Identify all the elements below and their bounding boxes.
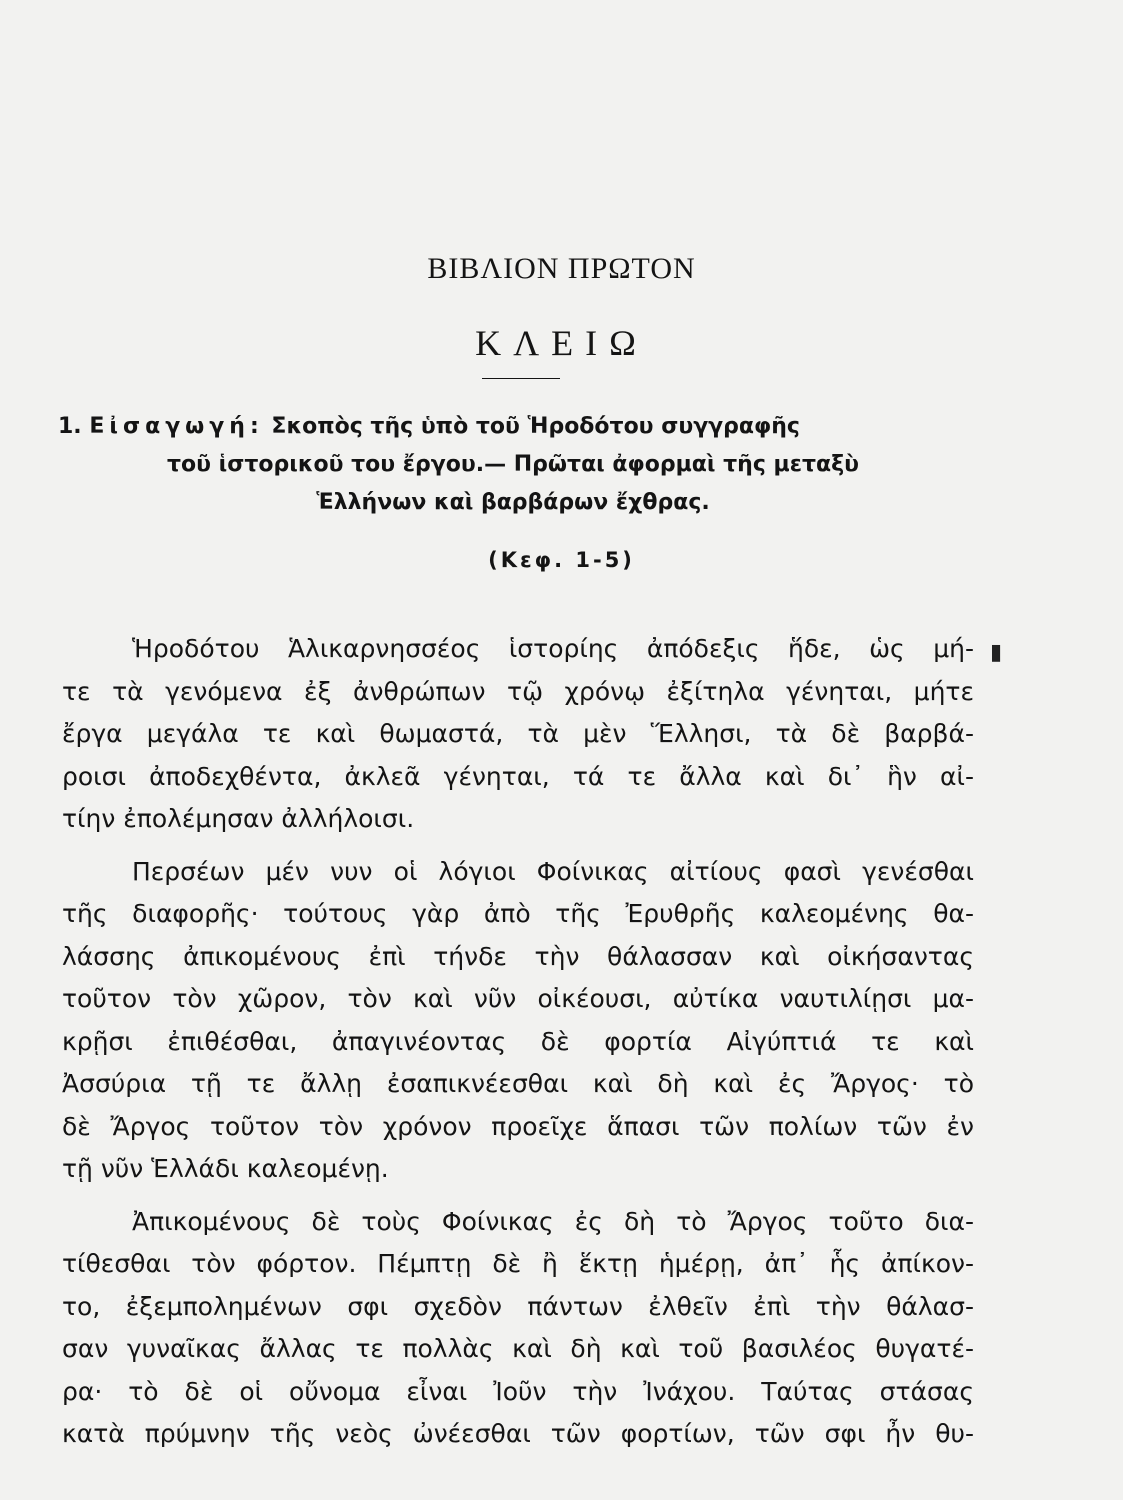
text-line: τῆς διαφορῆς· τούτους γὰρ ἀπὸ τῆς Ἐρυθρῆς καλεομένης θα- [62, 899, 974, 928]
text-line: τοῦτον τὸν χῶρον, τὸν καὶ νῦν οἰκέουσι, αὐτίκα ναυτιλίῃσι μα- [62, 984, 974, 1013]
text-line: κατὰ πρύμνην τῆς νεὸς ὠνέεσθαι τῶν φορτίων, τῶν σφι ἦν θυ- [62, 1419, 974, 1448]
text-line: Ἡροδότου Ἁλικαρνησσέος ἱστορίης ἀπόδεξις ἥδε, ὡς μή- [132, 634, 974, 663]
text-line: σαν γυναῖκας ἄλλας τε πολλὰς καὶ δὴ καὶ τοῦ βασιλέος θυγατέ- [62, 1334, 974, 1363]
text-line: Ἀσσύρια τῇ τε ἄλλῃ ἐσαπικνέεσθαι καὶ δὴ καὶ ἐς Ἄργος· τὸ [62, 1069, 974, 1098]
text-line: λάσσης ἀπικομένους ἐπὶ τήνδε τὴν θάλασσαν καὶ οἰκήσαντας [62, 941, 974, 971]
section-heading [58, 408, 968, 522]
section-heading-line-2: τοῦ ἱστορικοῦ του ἔργου.— Πρῶται ἀφορμαὶ τῆς μεταξὺ [167, 452, 859, 477]
section-heading-line-3: Ἑλλήνων καὶ βαρβάρων ἔχθρας. [316, 490, 710, 515]
book-title: ΒΙΒΛΙΟΝ ΠΡΩΤΟΝ [427, 252, 696, 285]
title-divider [482, 378, 560, 379]
text-line: το, ἐξεμπολημένων σφι σχεδὸν πάντων ἐλθεῖν ἐπὶ τὴν θάλασ- [62, 1291, 974, 1321]
section-label: Εἰσαγωγή: [89, 414, 264, 439]
book-name: ΚΛΕΙΩ [475, 323, 648, 363]
text-line: τίην ἐπολέμησαν ἀλλήλοισι. [62, 804, 415, 833]
text-line: τε τὰ γενόμενα ἐξ ἀνθρώπων τῷ χρόνῳ ἐξίτηλα γένηται, μήτε [62, 676, 974, 706]
text-line: ροισι ἀποδεχθέντα, ἀκλεᾶ γένηται, τά τε ἄλλα καὶ δι᾽ ἣν αἰ- [62, 761, 974, 791]
section-number: 1. [58, 414, 82, 439]
section-heading-line-1 [58, 408, 968, 446]
margin-mark-icon: ▮ [990, 640, 1003, 665]
text-line: ρα· τὸ δὲ οἱ οὔνομα εἶναι Ἰοῦν τὴν Ἰνάχου. Ταύτας στάσας [62, 1376, 974, 1406]
text-line: κρῇσι ἐπιθέσθαι, ἀπαγινέοντας δὲ φορτία Αἰγύπτιά τε καὶ [62, 1026, 974, 1056]
text-line: δὲ Ἄργος τοῦτον τὸν χρόνον προεῖχε ἅπασι τῶν πολίων τῶν ἐν [62, 1111, 974, 1141]
text-line: ἔργα μεγάλα τε καὶ θωμαστά, τὰ μὲν Ἕλλησι, τὰ δὲ βαρβά- [62, 719, 974, 748]
text-line: Ἀπικομένους δὲ τοὺς Φοίνικας ἐς δὴ τὸ Ἄργος τοῦτο δια- [132, 1206, 974, 1236]
text-line: τῇ νῦν Ἑλλάδι καλεομένῃ. [62, 1154, 389, 1183]
text-line: τίθεσθαι τὸν φόρτον. Πέμπτῃ δὲ ἢ ἕκτῃ ἡμέρῃ, ἀπ᾽ ἧς ἀπίκον- [62, 1249, 974, 1278]
body-text [62, 628, 974, 1456]
text-line: Περσέων μέν νυν οἱ λόγιοι Φοίνικας αἰτίους φασὶ γενέσθαι [132, 856, 974, 886]
section-title-part-1: Σκοπὸς τῆς ὑπὸ τοῦ Ἡροδότου συγγραφῆς [271, 414, 800, 439]
chapter-range: (Κεφ. 1-5) [488, 548, 635, 572]
